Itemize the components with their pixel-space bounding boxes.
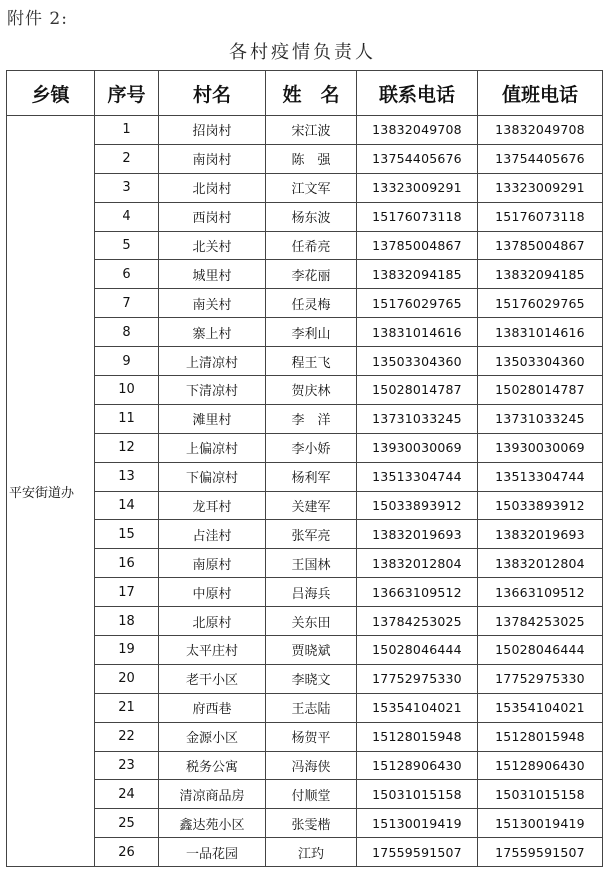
table-row [7, 664, 603, 693]
cell-village: 一品花园 [159, 838, 266, 867]
cell-index: 6 [95, 260, 159, 289]
cell-person-name: 冯海侠 [266, 751, 357, 780]
cell-duty-phone: 13831014616 [478, 318, 603, 347]
cell-index: 18 [95, 607, 159, 636]
cell-contact-phone: 13831014616 [357, 318, 478, 347]
cell-contact-phone: 13663109512 [357, 578, 478, 607]
cell-duty-phone: 13323009291 [478, 173, 603, 202]
cell-index: 19 [95, 636, 159, 665]
cell-duty-phone: 15028014787 [478, 376, 603, 405]
cell-contact-phone: 15176073118 [357, 202, 478, 231]
cell-village: 南岗村 [159, 144, 266, 173]
table-row [7, 347, 603, 376]
header-row [7, 71, 603, 116]
cell-duty-phone: 15354104021 [478, 693, 603, 722]
table-row [7, 144, 603, 173]
cell-village: 上清凉村 [159, 347, 266, 376]
cell-village: 北岗村 [159, 173, 266, 202]
cell-contact-phone: 13832012804 [357, 549, 478, 578]
table-row [7, 289, 603, 318]
header-contact-phone: 联系电话 [357, 71, 478, 116]
cell-duty-phone: 13832012804 [478, 549, 603, 578]
cell-index: 25 [95, 809, 159, 838]
cell-person-name: 任灵梅 [266, 289, 357, 318]
table-row [7, 578, 603, 607]
cell-village: 府西巷 [159, 693, 266, 722]
table-row [7, 462, 603, 491]
cell-village: 寨上村 [159, 318, 266, 347]
cell-person-name: 江文军 [266, 173, 357, 202]
cell-index: 4 [95, 202, 159, 231]
table-row [7, 404, 603, 433]
header-village: 村名 [159, 71, 266, 116]
table-row [7, 260, 603, 289]
cell-person-name: 任希亮 [266, 231, 357, 260]
cell-contact-phone: 15128906430 [357, 751, 478, 780]
cell-person-name: 关建军 [266, 491, 357, 520]
cell-index: 15 [95, 520, 159, 549]
table-row [7, 318, 603, 347]
cell-person-name: 张雯楷 [266, 809, 357, 838]
cell-duty-phone: 13785004867 [478, 231, 603, 260]
cell-duty-phone: 15033893912 [478, 491, 603, 520]
cell-village: 北关村 [159, 231, 266, 260]
cell-person-name: 王国林 [266, 549, 357, 578]
cell-contact-phone: 13754405676 [357, 144, 478, 173]
cell-contact-phone: 13930030069 [357, 433, 478, 462]
table-row [7, 520, 603, 549]
table-row [7, 173, 603, 202]
cell-village: 太平庄村 [159, 636, 266, 665]
cell-duty-phone: 13832094185 [478, 260, 603, 289]
cell-duty-phone: 15128906430 [478, 751, 603, 780]
cell-duty-phone: 15176029765 [478, 289, 603, 318]
cell-person-name: 吕海兵 [266, 578, 357, 607]
cell-contact-phone: 15176029765 [357, 289, 478, 318]
cell-duty-phone: 15176073118 [478, 202, 603, 231]
cell-contact-phone: 13503304360 [357, 347, 478, 376]
table-row [7, 202, 603, 231]
cell-index: 8 [95, 318, 159, 347]
cell-contact-phone: 15031015158 [357, 780, 478, 809]
cell-person-name: 付顺堂 [266, 780, 357, 809]
cell-person-name: 李花丽 [266, 260, 357, 289]
attachment-label: 附件 2: [7, 9, 68, 29]
cell-person-name: 张军亮 [266, 520, 357, 549]
table-row [7, 376, 603, 405]
table-row [7, 607, 603, 636]
header-duty-phone: 值班电话 [478, 71, 603, 116]
cell-person-name: 王志陆 [266, 693, 357, 722]
cell-index: 2 [95, 144, 159, 173]
cell-village: 下偏凉村 [159, 462, 266, 491]
table-row [7, 636, 603, 665]
cell-village: 占洼村 [159, 520, 266, 549]
table-row [7, 780, 603, 809]
cell-duty-phone: 13503304360 [478, 347, 603, 376]
cell-index: 26 [95, 838, 159, 867]
cell-index: 22 [95, 722, 159, 751]
cell-contact-phone: 17559591507 [357, 838, 478, 867]
table-row [7, 722, 603, 751]
cell-index: 23 [95, 751, 159, 780]
cell-person-name: 杨利军 [266, 462, 357, 491]
cell-contact-phone: 13832094185 [357, 260, 478, 289]
cell-duty-phone: 15128015948 [478, 722, 603, 751]
cell-index: 7 [95, 289, 159, 318]
cell-person-name: 宋江波 [266, 116, 357, 145]
header-name: 姓 名 [266, 71, 357, 116]
table-row [7, 751, 603, 780]
cell-contact-phone: 15130019419 [357, 809, 478, 838]
cell-village: 城里村 [159, 260, 266, 289]
cell-contact-phone: 13784253025 [357, 607, 478, 636]
cell-duty-phone: 15028046444 [478, 636, 603, 665]
cell-person-name: 贺庆林 [266, 376, 357, 405]
cell-index: 11 [95, 404, 159, 433]
cell-township: 平安街道办 [7, 116, 95, 867]
cell-duty-phone: 13930030069 [478, 433, 603, 462]
cell-duty-phone: 13832049708 [478, 116, 603, 145]
cell-index: 1 [95, 116, 159, 145]
header-township: 乡镇 [7, 71, 95, 116]
cell-person-name: 李 洋 [266, 404, 357, 433]
table-row [7, 693, 603, 722]
cell-contact-phone: 17752975330 [357, 664, 478, 693]
cell-duty-phone: 15031015158 [478, 780, 603, 809]
cell-person-name: 杨贺平 [266, 722, 357, 751]
table-row [7, 116, 603, 145]
cell-village: 南原村 [159, 549, 266, 578]
cell-index: 20 [95, 664, 159, 693]
cell-village: 北原村 [159, 607, 266, 636]
cell-village: 税务公寓 [159, 751, 266, 780]
cell-village: 下清凉村 [159, 376, 266, 405]
cell-person-name: 李小娇 [266, 433, 357, 462]
cell-village: 老干小区 [159, 664, 266, 693]
cell-person-name: 江玓 [266, 838, 357, 867]
table-row [7, 838, 603, 867]
cell-person-name: 贾晓斌 [266, 636, 357, 665]
cell-contact-phone: 13832019693 [357, 520, 478, 549]
cell-contact-phone: 13785004867 [357, 231, 478, 260]
cell-duty-phone: 13784253025 [478, 607, 603, 636]
cell-duty-phone: 17559591507 [478, 838, 603, 867]
cell-village: 中原村 [159, 578, 266, 607]
header-index: 序号 [95, 71, 159, 116]
table-row [7, 491, 603, 520]
cell-village: 滩里村 [159, 404, 266, 433]
cell-contact-phone: 13832049708 [357, 116, 478, 145]
cell-person-name: 李晓文 [266, 664, 357, 693]
cell-village: 龙耳村 [159, 491, 266, 520]
table-body [7, 116, 603, 867]
cell-index: 3 [95, 173, 159, 202]
cell-duty-phone: 13513304744 [478, 462, 603, 491]
cell-person-name: 关东田 [266, 607, 357, 636]
cell-contact-phone: 13323009291 [357, 173, 478, 202]
table-row [7, 433, 603, 462]
table-row [7, 809, 603, 838]
cell-village: 金源小区 [159, 722, 266, 751]
cell-contact-phone: 13513304744 [357, 462, 478, 491]
cell-index: 17 [95, 578, 159, 607]
cell-index: 14 [95, 491, 159, 520]
cell-index: 12 [95, 433, 159, 462]
cell-index: 9 [95, 347, 159, 376]
cell-village: 南关村 [159, 289, 266, 318]
page-title: 各村疫情负责人 [229, 42, 376, 63]
cell-contact-phone: 15354104021 [357, 693, 478, 722]
cell-duty-phone: 13832019693 [478, 520, 603, 549]
table-row [7, 549, 603, 578]
responsible-persons-table [6, 70, 603, 867]
cell-index: 10 [95, 376, 159, 405]
cell-person-name: 陈 强 [266, 144, 357, 173]
cell-contact-phone: 15028014787 [357, 376, 478, 405]
cell-duty-phone: 13754405676 [478, 144, 603, 173]
cell-duty-phone: 17752975330 [478, 664, 603, 693]
cell-contact-phone: 15028046444 [357, 636, 478, 665]
cell-index: 24 [95, 780, 159, 809]
cell-duty-phone: 15130019419 [478, 809, 603, 838]
cell-duty-phone: 13663109512 [478, 578, 603, 607]
cell-index: 13 [95, 462, 159, 491]
cell-village: 清凉商品房 [159, 780, 266, 809]
cell-contact-phone: 15128015948 [357, 722, 478, 751]
cell-person-name: 李利山 [266, 318, 357, 347]
cell-person-name: 杨东波 [266, 202, 357, 231]
cell-person-name: 程王飞 [266, 347, 357, 376]
cell-index: 5 [95, 231, 159, 260]
cell-contact-phone: 13731033245 [357, 404, 478, 433]
cell-index: 21 [95, 693, 159, 722]
cell-village: 西岗村 [159, 202, 266, 231]
cell-duty-phone: 13731033245 [478, 404, 603, 433]
cell-village: 招岗村 [159, 116, 266, 145]
cell-village: 鑫达苑小区 [159, 809, 266, 838]
cell-contact-phone: 15033893912 [357, 491, 478, 520]
cell-index: 16 [95, 549, 159, 578]
table-row [7, 231, 603, 260]
cell-village: 上偏凉村 [159, 433, 266, 462]
